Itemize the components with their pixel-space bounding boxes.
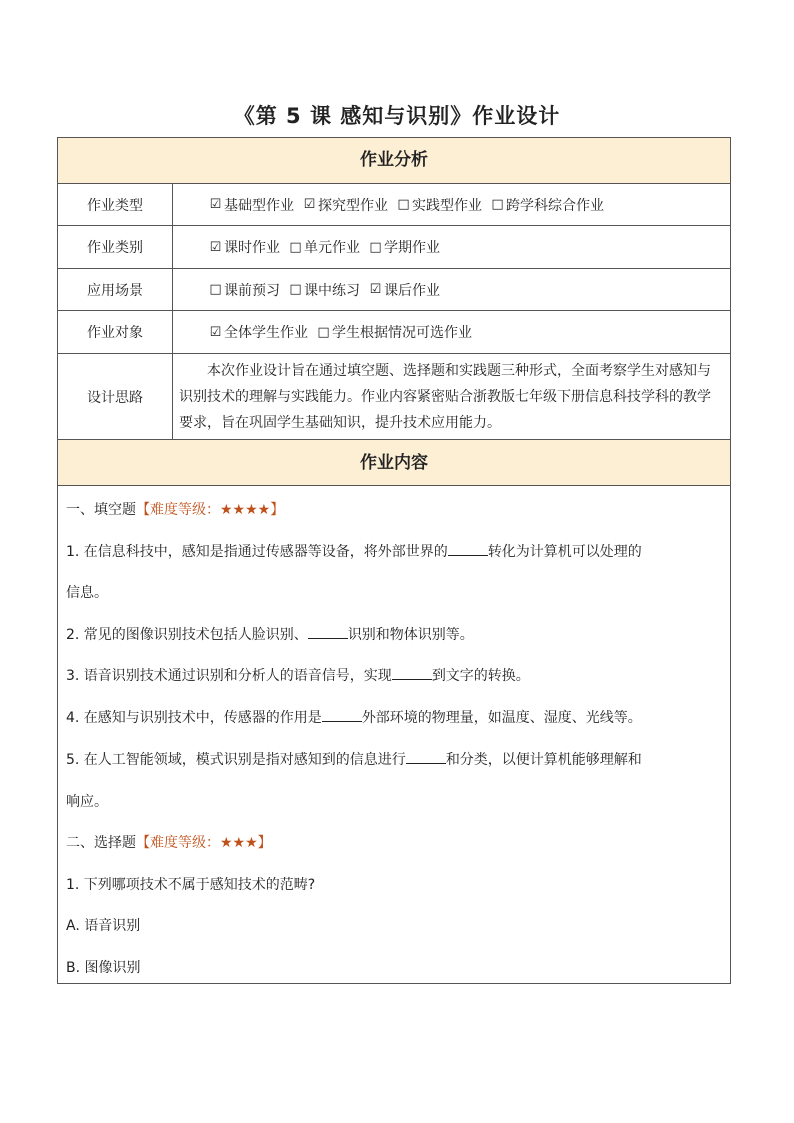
row-label: 作业类别 [58, 226, 173, 268]
question-text: 4. 在感知与识别技术中，传感器的作用是 [66, 710, 322, 726]
question-text: 1. 下列哪项技术不属于感知技术的范畴? [66, 877, 316, 893]
row-options [172, 269, 730, 310]
row-label: 应用场景 [58, 269, 173, 310]
option-text: B. 图像识别 [66, 960, 141, 976]
fill-question-4 [66, 707, 722, 727]
answer-blank[interactable] [322, 707, 362, 722]
checkbox-icon: □ [397, 197, 410, 212]
fill-question-2 [66, 624, 722, 644]
section-label: 一、填空题 [66, 502, 136, 518]
section-fill-title [66, 499, 722, 519]
row-homework-category [58, 225, 730, 268]
content-header: 作业内容 [58, 439, 730, 486]
checkbox-icon: □ [289, 239, 302, 255]
option-semester[interactable] [369, 237, 440, 257]
fill-question-1 [66, 541, 722, 561]
row-design-idea [58, 353, 730, 439]
option-label: 学期作业 [384, 240, 440, 256]
option-label: 基础型作业 [224, 197, 294, 214]
question-text: 外部环境的物理量，如温度、湿度、光线等。 [361, 710, 642, 726]
row-options [172, 184, 730, 225]
option-text: A. 语音识别 [66, 918, 141, 934]
option-after-class[interactable] [369, 280, 440, 300]
option-unit[interactable] [289, 237, 360, 257]
question-text: 转化为计算机可以处理的 [487, 544, 642, 560]
row-homework-type [58, 183, 730, 225]
checkbox-icon: ☑ [209, 324, 222, 340]
checkbox-icon: □ [369, 239, 382, 255]
question-text: 3. 语音识别技术通过识别和分析人的语音信号，实现 [66, 668, 392, 684]
option-lesson[interactable] [209, 237, 280, 257]
checkbox-icon: □ [289, 282, 302, 297]
question-text: 2. 常见的图像识别技术包括人脸识别、 [66, 627, 308, 643]
checkbox-icon: ☑ [209, 197, 222, 212]
option-optional[interactable] [317, 322, 472, 342]
checkbox-icon: ☑ [369, 282, 382, 297]
option-label: 全体学生作业 [224, 325, 308, 341]
fill-question-5 [66, 749, 722, 769]
option-label: 课前预习 [224, 282, 280, 299]
fill-question-1-cont [66, 582, 722, 602]
option-label: 课时作业 [224, 240, 280, 256]
question-text: 和分类，以便计算机能够理解和 [445, 752, 642, 768]
option-label: 探究型作业 [318, 197, 388, 214]
choice-option-b[interactable] [66, 957, 722, 977]
option-in-class[interactable] [289, 280, 360, 300]
row-options [172, 226, 730, 268]
page-title: 《第 5 课 感知与识别》作业设计 [233, 104, 561, 128]
section-choice-title [66, 832, 722, 852]
checkbox-icon: □ [317, 324, 330, 340]
option-basic[interactable] [209, 195, 294, 215]
checkbox-icon: ☑ [303, 197, 316, 212]
question-text: 响应。 [66, 794, 108, 810]
answer-blank[interactable] [392, 665, 432, 680]
checkbox-icon: □ [491, 197, 504, 212]
row-label: 作业对象 [58, 311, 173, 353]
question-text: 5. 在人工智能领域，模式识别是指对感知到的信息进行 [66, 752, 406, 768]
option-all-students[interactable] [209, 322, 308, 342]
checkbox-icon: ☑ [209, 239, 222, 255]
difficulty-badge: 【难度等级：★★★】 [136, 835, 272, 851]
fill-question-5-cont [66, 791, 722, 811]
row-homework-target [58, 310, 730, 353]
difficulty-badge: 【难度等级：★★★★】 [136, 502, 285, 518]
question-text: 识别和物体识别等。 [347, 627, 474, 643]
checkbox-icon: □ [209, 282, 222, 297]
row-options [172, 311, 730, 353]
row-label: 设计思路 [58, 354, 173, 439]
option-practice[interactable] [397, 195, 482, 215]
choice-question-1 [66, 874, 722, 894]
answer-blank[interactable] [406, 749, 446, 764]
row-label: 作业类型 [58, 184, 173, 225]
option-label: 实践型作业 [412, 197, 482, 214]
homework-table [57, 137, 731, 984]
section-label: 二、选择题 [66, 835, 136, 851]
design-description: 本次作业设计旨在通过填空题、选择题和实践题三种形式，全面考察学生对感知与识别技术的理解与实践能力。作业内容紧密贴合浙教版七年级下册信息科技学科的教学要求，旨在巩固学生基础知识，提升技术应用能力。 [179, 363, 711, 431]
option-label: 课中练习 [304, 282, 360, 299]
option-label: 单元作业 [304, 240, 360, 256]
option-label: 跨学科综合作业 [506, 197, 604, 214]
answer-blank[interactable] [308, 624, 348, 639]
option-label: 课后作业 [384, 282, 440, 299]
option-preview[interactable] [209, 280, 280, 300]
question-text: 到文字的转换。 [431, 668, 530, 684]
choice-option-a[interactable] [66, 915, 722, 935]
option-label: 学生根据情况可选作业 [332, 325, 472, 341]
question-text: 1. 在信息科技中，感知是指通过传感器等设备，将外部世界的 [66, 544, 448, 560]
option-interdisciplinary[interactable] [491, 195, 604, 215]
fill-question-3 [66, 665, 722, 685]
answer-blank[interactable] [448, 541, 488, 556]
analysis-header: 作业分析 [58, 138, 730, 183]
row-application-scene [58, 268, 730, 310]
option-inquiry[interactable] [303, 195, 388, 215]
question-text: 信息。 [66, 585, 108, 601]
